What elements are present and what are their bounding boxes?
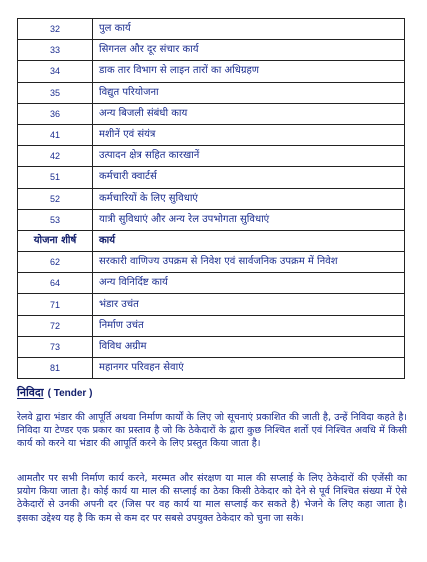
work-cell: सरकारी वाणिज्य उपक्रम से निवेश एवं सार्वजनिक उपक्रम में निवेश [93, 252, 405, 273]
table-header-row [18, 230, 405, 251]
section-heading [17, 385, 92, 400]
code-cell: 51 [18, 167, 93, 188]
table-row [18, 315, 405, 336]
code-cell: 34 [18, 61, 93, 82]
work-cell: डाक तार विभाग से लाइन तारों का अधिग्रहण [93, 61, 405, 82]
table-row [18, 336, 405, 357]
work-cell: पुल कार्य [93, 19, 405, 40]
table-row [18, 146, 405, 167]
code-cell: 62 [18, 252, 93, 273]
work-cell: विविध अग्रीम [93, 336, 405, 357]
code-cell: 42 [18, 146, 93, 167]
work-cell: यात्री सुविधाएं और अन्य रेल उपभोगता सुविधाएं [93, 209, 405, 230]
work-cell: मशीनें एवं संयंत्र [93, 124, 405, 145]
work-cell: अन्य बिजली संबंधी काय [93, 103, 405, 124]
table-row [18, 273, 405, 294]
work-cell: कर्मचारियों के लिए सुविधाएं [93, 188, 405, 209]
code-cell: 33 [18, 40, 93, 61]
work-cell: भंडार उचंत [93, 294, 405, 315]
table-row [18, 82, 405, 103]
work-cell: उत्पादन क्षेत्र सहित कारखानें [93, 146, 405, 167]
work-cell: महानगर परिवहन सेवाएं [93, 358, 405, 379]
work-cell: अन्य विनिर्दिष्ट कार्य [93, 273, 405, 294]
work-cell: विद्युत परियोजना [93, 82, 405, 103]
table-row [18, 103, 405, 124]
section-title-english: ( Tender ) [47, 388, 93, 399]
code-cell: 81 [18, 358, 93, 379]
code-cell: 35 [18, 82, 93, 103]
table-row [18, 167, 405, 188]
paragraph-tender-purpose: आमतौर पर सभी निर्माण कार्य करने, मरम्मत और संरक्षण या माल की सप्लाई के लिए ठेकेदारों की एजेंसी का प्रयोग किया जाता है। कोई कार्य या माल की सप्लाई का ठेका किसी ठेकेदार को देने से पूर्व निश्चित संख्या में ऐसे ठेकेदारों से उनकी अपनी दर (जिस पर वह कार्य या माल सप्लाई कर सकते है) भेजने के लिए कहा जाता है। इसका उद्देश्य यह है कि कम से कम दर पर सबसे उपयुक्त ठेकेदार को चुना जा सके। [17, 473, 407, 524]
work-cell: सिगनल और दूर संचार कार्य [93, 40, 405, 61]
plan-head-table [17, 18, 405, 379]
code-cell: 71 [18, 294, 93, 315]
table-row [18, 188, 405, 209]
work-cell: निर्माण उचंत [93, 315, 405, 336]
code-cell: 53 [18, 209, 93, 230]
work-cell: कर्मचारी क्वार्टर्स [93, 167, 405, 188]
table-row [18, 358, 405, 379]
paragraph-tender-definition: रेलवे द्वारा भंडार की आपूर्ति अथवा निर्माण कार्यों के लिए जो सूचनाएं प्रकाशित की जाती है, उन्हें निविदा कहते है। निविदा या टेण्डर एक प्रकार का प्रस्ताव है जो कि ठेकेदारों के द्वारा कुछ निश्चित शर्तो एवं निश्चित अवधि में किसी कार्य को करने या भंडार की आपूर्ति करने के लिए प्रस्तुत किया जाता है। [17, 412, 407, 450]
code-cell: 32 [18, 19, 93, 40]
code-cell: 52 [18, 188, 93, 209]
header-code-cell: योजना शीर्ष [18, 230, 93, 251]
table-row [18, 252, 405, 273]
table-row [18, 19, 405, 40]
code-cell: 64 [18, 273, 93, 294]
table-row [18, 61, 405, 82]
code-cell: 41 [18, 124, 93, 145]
code-cell: 73 [18, 336, 93, 357]
table-row [18, 40, 405, 61]
header-work-cell: कार्य [93, 230, 405, 251]
section-title: निविदा [17, 386, 44, 399]
code-cell: 72 [18, 315, 93, 336]
table-row [18, 124, 405, 145]
code-cell: 36 [18, 103, 93, 124]
table-row [18, 294, 405, 315]
table-row [18, 209, 405, 230]
